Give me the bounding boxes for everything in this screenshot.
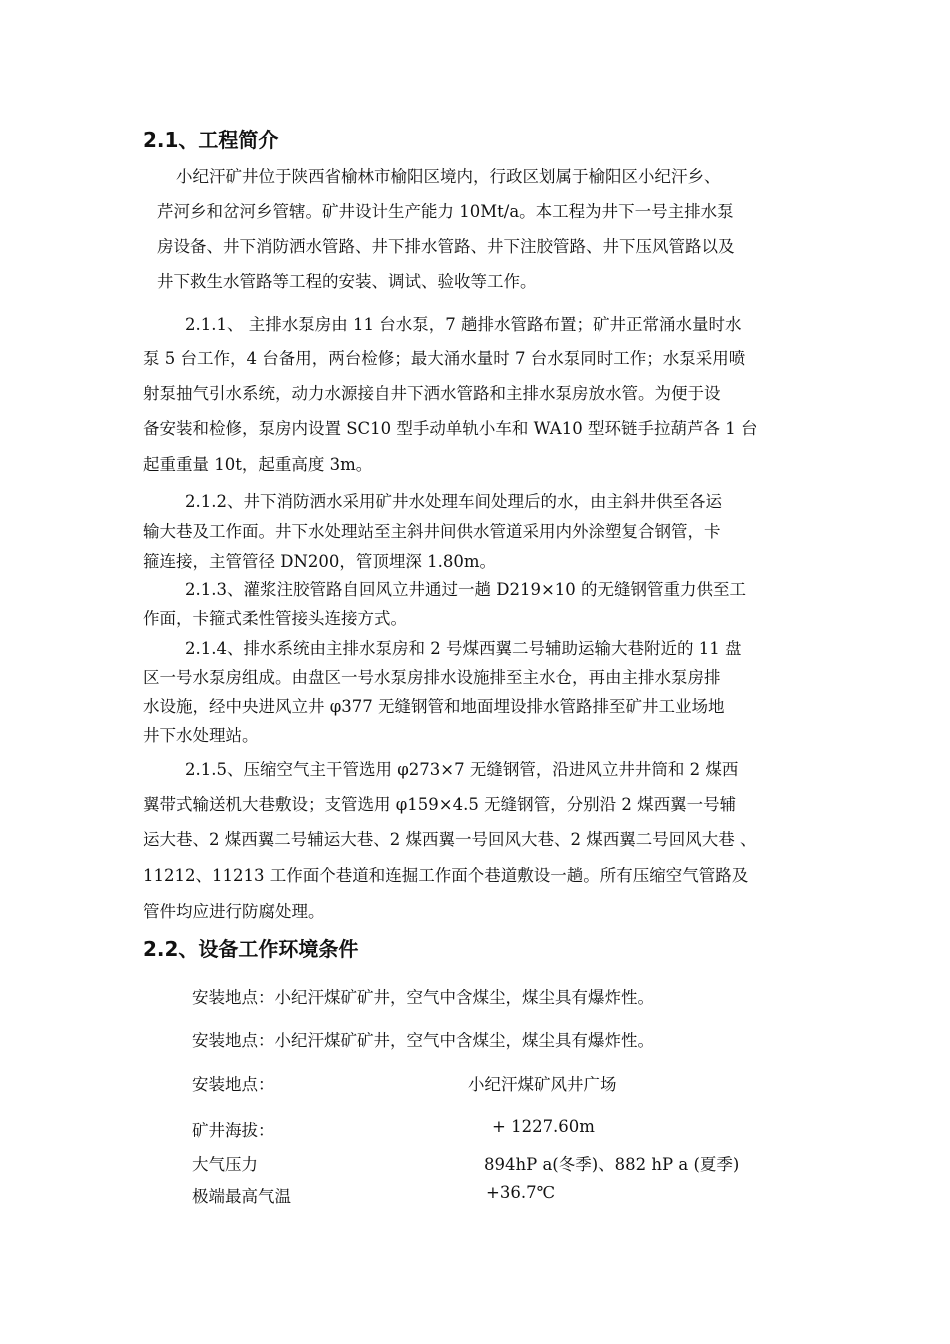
paragraph-line: 运大巷、2 煤西翼二号辅运大巷、2 煤西翼一号回风大巷、2 煤西翼二号回风大巷 、 — [143, 830, 757, 849]
paragraph-line: 射泵抽气引水系统，动力水源接自井下洒水管路和主排水泵房放水管。为便于设 — [143, 384, 721, 403]
paragraph-line: 井下救生水管路等工程的安装、调试、验收等工作。 — [157, 272, 537, 291]
row-value: +36.7℃ — [486, 1183, 556, 1202]
paragraph-line: 起重重量 10t，起重高度 3m。 — [143, 455, 373, 474]
paragraph-line: 备安装和检修，泵房内设置 SC10 型手动单轨小车和 WA10 型环链手拉葫芦各 1 台 — [143, 419, 758, 438]
paragraph-line: 井下水处理站。 — [143, 726, 259, 745]
row-label: 安装地点： — [192, 1075, 275, 1094]
row-label: 大气压力 — [192, 1155, 258, 1174]
row-label: 极端最高气温 — [192, 1187, 291, 1206]
paragraph-line: 安装地点：小纪汗煤矿矿井，空气中含煤尘，煤尘具有爆炸性。 — [192, 1031, 654, 1050]
paragraph-line: 输大巷及工作面。井下水处理站至主斜井间供水管道采用内外涂塑复合钢管，卡 — [143, 522, 721, 541]
row-value: 894hP a(冬季)、882 hP a (夏季) — [484, 1155, 740, 1174]
paragraph-line: 箍连接，主管管径 DN200，管顶埋深 1.80m。 — [143, 552, 497, 571]
row-label: 矿井海拔： — [192, 1121, 275, 1140]
row-value: + 1227.60m — [492, 1117, 595, 1136]
paragraph-line: 2.1.1、 主排水泵房由 11 台水泵，7 趟排水管路布置；矿井正常涌水量时水 — [185, 315, 742, 334]
paragraph-line: 泵 5 台工作，4 台备用，两台检修；最大涌水量时 7 台水泵同时工作；水泵采用喷 — [143, 349, 746, 368]
paragraph-line: 11212、11213 工作面个巷道和连掘工作面个巷道敷设一趟。所有压缩空气管路及 — [143, 866, 749, 885]
paragraph-line: 2.1.2、井下消防洒水采用矿井水处理车间处理后的水，由主斜井供至各运 — [185, 492, 722, 511]
section-heading: 2.2、设备工作环境条件 — [143, 937, 359, 961]
paragraph-line: 水设施，经中央进风立井 φ377 无缝钢管和地面埋设排水管路排至矿井工业场地 — [143, 697, 725, 716]
paragraph-line: 区一号水泵房组成。由盘区一号水泵房排水设施排至主水仓，再由主排水泵房排 — [143, 668, 721, 687]
paragraph-line: 作面，卡箍式柔性管接头连接方式。 — [143, 609, 407, 628]
paragraph-line: 小纪汗矿井位于陕西省榆林市榆阳区境内，行政区划属于榆阳区小纪汗乡、 — [176, 167, 721, 186]
paragraph-line: 房设备、井下消防洒水管路、井下排水管路、井下注胶管路、井下压风管路以及 — [157, 237, 735, 256]
row-value: 小纪汗煤矿风井广场 — [468, 1075, 617, 1094]
paragraph-line: 安装地点：小纪汗煤矿矿井，空气中含煤尘，煤尘具有爆炸性。 — [192, 988, 654, 1007]
paragraph-line: 管件均应进行防腐处理。 — [143, 902, 325, 921]
paragraph-line: 2.1.3、灌浆注胶管路自回风立井通过一趟 D219×10 的无缝钢管重力供至工 — [185, 580, 747, 599]
paragraph-line: 2.1.5、压缩空气主干管选用 φ273×7 无缝钢管，沿进风立井井筒和 2 煤西 — [185, 760, 739, 779]
paragraph-line: 翼带式输送机大巷敷设；支管选用 φ159×4.5 无缝钢管，分别沿 2 煤西翼一号辅 — [143, 795, 737, 814]
section-heading: 2.1、工程简介 — [143, 128, 279, 152]
paragraph-line: 芹河乡和岔河乡管辖。矿井设计生产能力 10Mt/a。本工程为井下一号主排水泵 — [157, 202, 734, 221]
paragraph-line: 2.1.4、排水系统由主排水泵房和 2 号煤西翼二号辅助运输大巷附近的 11 盘 — [185, 639, 742, 658]
